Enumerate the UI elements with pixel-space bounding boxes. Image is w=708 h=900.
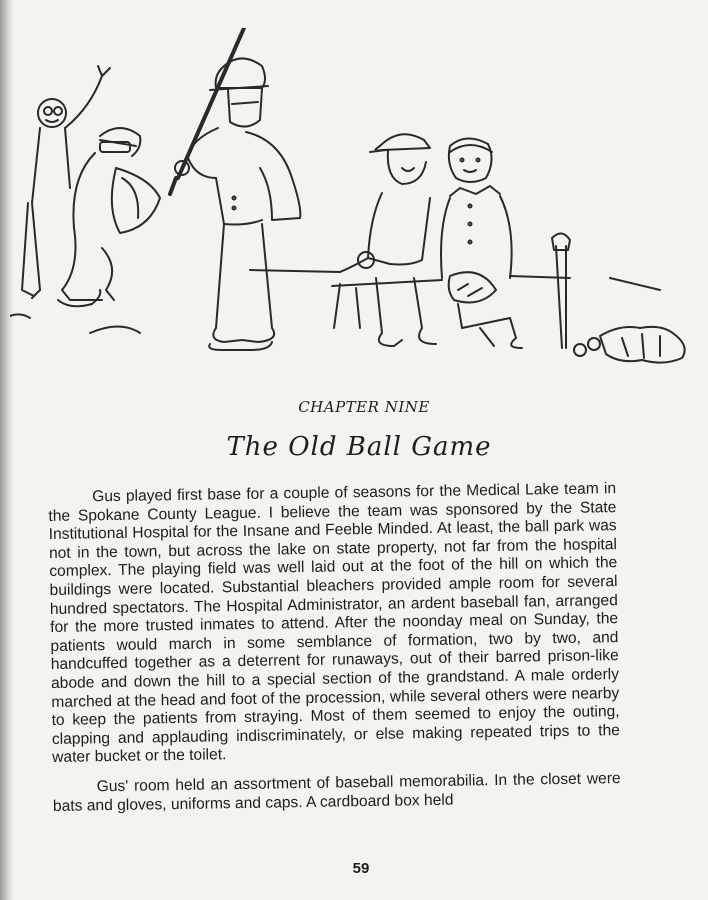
chapter-body-text	[48, 480, 621, 827]
chapter-label: CHAPTER NINE	[298, 398, 430, 416]
body-paragraph-1: Gus played first base for a couple of seasons for the Medical Lake team in the Spokane County League. I believe the team was sponsored by the State Institutional Hospital for the Insane and Feeble Minded. At least, the ball park was not in the town, but across the lake on state property, not far from the hospital complex. The playing field was well laid out at the foot of the hill on which the buildings were located. Substantial bleachers provided ample room for several hundred spectators. The Hospital Administrator, an ardent baseball fan, arranged for the more trusted inmates to attend. After the noonday meal on Sunday, the patients would march in some semblance of formation, two by two, and handcuffed together as a deterrent for runaways, out of their barred prison-like abode and down the hill to a special section of the grandstand. A male orderly marched at the head and foot of the procession, while several others were nearby to keep the patients from straying. Most of them seemed to enjoy the outing, clapping and applauding indiscriminately, or else making repeated trips to the water bucket or the toilet.	[48, 480, 620, 767]
baseball-illustration	[10, 28, 700, 378]
page-number: 59	[352, 860, 370, 877]
chapter-title: The Old Ball Game	[226, 432, 492, 462]
body-paragraph-2: Gus' room held an assortment of baseball memorabilia. In the closet were bats and gloves, uniforms and caps. A cardboard box held	[52, 769, 621, 815]
